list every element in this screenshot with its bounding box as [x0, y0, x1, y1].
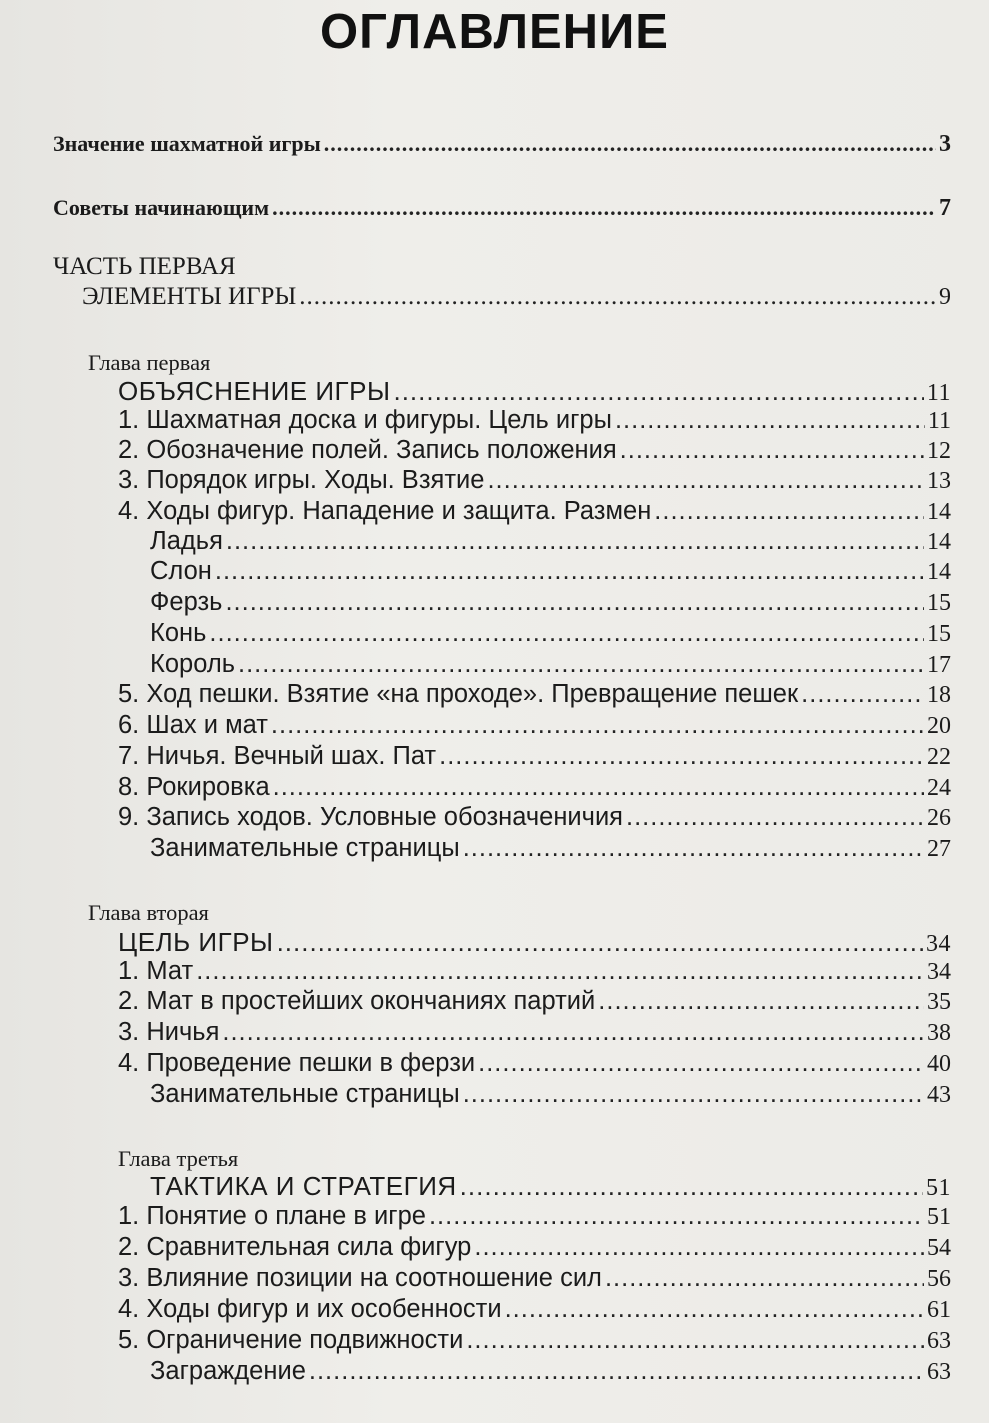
toc-entry-section[interactable] — [53, 195, 951, 222]
toc-entry-label: 3. Влияние позиции на соотношение сил — [118, 1264, 602, 1292]
toc-entry-label: Слон — [150, 557, 212, 585]
toc-page-number: 34 — [927, 959, 951, 985]
toc-leader — [654, 497, 924, 526]
toc-entry-sub[interactable] — [150, 527, 951, 556]
toc-entry[interactable] — [118, 1049, 951, 1078]
toc-entry-label: Ладья — [150, 527, 223, 555]
toc-entry[interactable] — [118, 1264, 951, 1293]
toc-entry-sub[interactable] — [150, 557, 951, 586]
toc-entry-chapter[interactable] — [150, 1171, 951, 1202]
toc-leader — [272, 195, 936, 221]
toc-entry-label: 2. Обозначение полей. Запись положения — [118, 436, 617, 464]
toc-entry[interactable] — [118, 680, 951, 709]
toc-page-number: 14 — [927, 529, 951, 555]
toc-entry-label: 4. Ходы фигур. Нападение и защита. Размен — [118, 497, 652, 525]
toc-leader — [466, 1326, 924, 1355]
toc-entry-sub[interactable] — [150, 619, 951, 648]
toc-page-number: 27 — [927, 836, 951, 862]
toc-entry-label: Заграждение — [150, 1357, 306, 1385]
toc-page-number: 14 — [927, 559, 951, 585]
toc-page-number: 11 — [927, 408, 951, 434]
toc-leader — [226, 527, 924, 556]
toc-leader — [801, 680, 924, 709]
toc-page-number: 15 — [927, 621, 951, 647]
toc-entry-label: Занимательные страницы — [150, 834, 460, 862]
toc-page-number: 11 — [926, 380, 951, 406]
toc-entry[interactable] — [118, 711, 951, 740]
part-heading: ЧАСТЬ ПЕРВАЯ — [53, 253, 236, 280]
toc-leader — [460, 1171, 923, 1202]
toc-entry-label: 3. Порядок игры. Ходы. Взятие — [118, 466, 485, 494]
toc-entry[interactable] — [118, 436, 951, 465]
toc-page-number: 63 — [927, 1359, 951, 1385]
toc-entry-sub[interactable] — [150, 588, 951, 617]
chapter-label: Глава первая — [88, 350, 211, 375]
toc-leader — [598, 987, 924, 1016]
toc-page-number: 63 — [927, 1328, 951, 1354]
toc-entry-label: ТАКТИКА И СТРАТЕГИЯ — [150, 1171, 457, 1201]
toc-entry-label: 4. Проведение пешки в ферзи — [118, 1049, 476, 1077]
toc-entry-label: 5. Ограничение подвижности — [118, 1326, 464, 1354]
toc-entry-label: Занимательные страницы — [150, 1080, 460, 1108]
toc-page-number: 26 — [927, 805, 951, 831]
toc-entry[interactable] — [118, 1295, 951, 1324]
toc-page-number: 22 — [927, 744, 951, 770]
toc-entry-section[interactable] — [53, 131, 951, 158]
page-title: ОГЛАВЛЕНИЕ — [320, 5, 669, 59]
toc-page-number: 13 — [927, 468, 951, 494]
toc-entry-label: ЭЛЕМЕНТЫ ИГРЫ — [82, 283, 297, 310]
toc-entry[interactable] — [118, 1233, 951, 1262]
toc-leader — [273, 773, 924, 802]
toc-page-number: 20 — [927, 713, 951, 739]
toc-entry[interactable] — [118, 497, 951, 526]
toc-page-number: 15 — [927, 590, 951, 616]
toc-leader — [277, 927, 923, 958]
toc-entry-label: Значение шахматной игры — [53, 131, 321, 156]
toc-page-number: 56 — [927, 1266, 951, 1292]
toc-leader — [615, 406, 925, 435]
toc-leader — [429, 1202, 924, 1231]
chapter-label: Глава третья — [118, 1146, 239, 1171]
toc-page-number: 61 — [927, 1297, 951, 1323]
toc-entry[interactable] — [118, 742, 951, 771]
toc-entry[interactable] — [118, 406, 951, 435]
toc-leader — [505, 1295, 924, 1324]
toc-page-number: 3 — [939, 131, 951, 157]
toc-entry-label: 7. Ничья. Вечный шах. Пат — [118, 742, 437, 770]
toc-leader — [209, 619, 924, 648]
toc-entry[interactable] — [118, 773, 951, 802]
toc-page-number: 51 — [926, 1175, 951, 1201]
toc-entry-chapter[interactable] — [118, 927, 951, 958]
toc-page-number: 14 — [927, 499, 951, 525]
toc-leader — [222, 1018, 924, 1047]
toc-page-number: 7 — [939, 195, 951, 221]
toc-entry[interactable] — [118, 987, 951, 1016]
toc-leader — [271, 711, 924, 740]
toc-entry-sub[interactable] — [150, 650, 951, 679]
toc-entry-sub[interactable] — [150, 1357, 951, 1386]
toc-entry-label: 6. Шах и мат — [118, 711, 268, 739]
toc-entry[interactable] — [118, 1202, 951, 1231]
toc-leader — [463, 834, 924, 863]
toc-leader — [605, 1264, 924, 1293]
toc-leader — [478, 1049, 924, 1078]
toc-page-number: 40 — [927, 1051, 951, 1077]
toc-leader — [393, 376, 923, 407]
toc-page-number: 24 — [927, 775, 951, 801]
toc-entry-label: ОБЪЯСНЕНИЕ ИГРЫ — [118, 376, 391, 406]
toc-page-number: 9 — [939, 284, 951, 310]
toc-leader — [324, 131, 936, 157]
toc-leader — [620, 436, 924, 465]
toc-entry-label: 1. Понятие о плане в игре — [118, 1202, 426, 1230]
toc-entry[interactable] — [118, 1018, 951, 1047]
toc-entry-label: 1. Мат — [118, 957, 194, 985]
toc-page-number: 51 — [927, 1204, 951, 1230]
toc-entry-label: Король — [150, 650, 236, 678]
toc-entry-label: 2. Сравнительная сила фигур — [118, 1233, 472, 1261]
toc-entry[interactable] — [118, 957, 951, 986]
toc-page-number: 17 — [927, 652, 951, 678]
toc-leader — [439, 742, 924, 771]
toc-entry[interactable] — [118, 1326, 951, 1355]
toc-leader — [474, 1233, 924, 1262]
toc-entry[interactable] — [118, 803, 951, 832]
toc-entry-label: 3. Ничья — [118, 1018, 220, 1046]
toc-page-number: 34 — [926, 931, 951, 957]
toc-entry-label: 1. Шахматная доска и фигуры. Цель игры — [118, 406, 612, 434]
toc-page-number: 35 — [927, 989, 951, 1015]
toc-entry-label: 8. Рокировка — [118, 773, 270, 801]
toc-page-number: 43 — [927, 1082, 951, 1108]
toc-entry-chapter[interactable] — [118, 376, 951, 407]
chapter-label: Глава вторая — [88, 900, 209, 925]
toc-entry[interactable] — [118, 466, 951, 495]
toc-entry-label: 2. Мат в простейших окончаниях партий — [118, 987, 596, 1015]
toc-leader — [238, 650, 924, 679]
toc-page-number: 38 — [927, 1020, 951, 1046]
toc-leader — [299, 283, 936, 311]
toc-leader — [215, 557, 924, 586]
toc-entry-label: Советы начинающим — [53, 195, 270, 220]
toc-leader — [225, 588, 924, 617]
toc-entry-label: 9. Запись ходов. Условные обозначеничия — [118, 803, 623, 831]
toc-entry-part[interactable] — [82, 283, 951, 311]
toc-page-number: 54 — [927, 1235, 951, 1261]
toc-entry-label: 5. Ход пешки. Взятие «на проходе». Превращение пешек — [118, 680, 799, 708]
toc-entry-label: ЦЕЛЬ ИГРЫ — [118, 927, 274, 957]
toc-leader — [626, 803, 924, 832]
toc-page-number: 12 — [927, 438, 951, 464]
toc-entry-label: 4. Ходы фигур и их особенности — [118, 1295, 502, 1323]
toc-leader — [487, 466, 924, 495]
toc-leader — [463, 1080, 924, 1109]
toc-leader — [196, 957, 924, 986]
toc-entry-label: Ферзь — [150, 588, 223, 616]
toc-entry-sub[interactable] — [150, 1080, 951, 1109]
toc-page-number: 18 — [927, 682, 951, 708]
toc-leader — [309, 1357, 924, 1386]
toc-entry-sub[interactable] — [150, 834, 951, 863]
toc-entry-label: Конь — [150, 619, 207, 647]
